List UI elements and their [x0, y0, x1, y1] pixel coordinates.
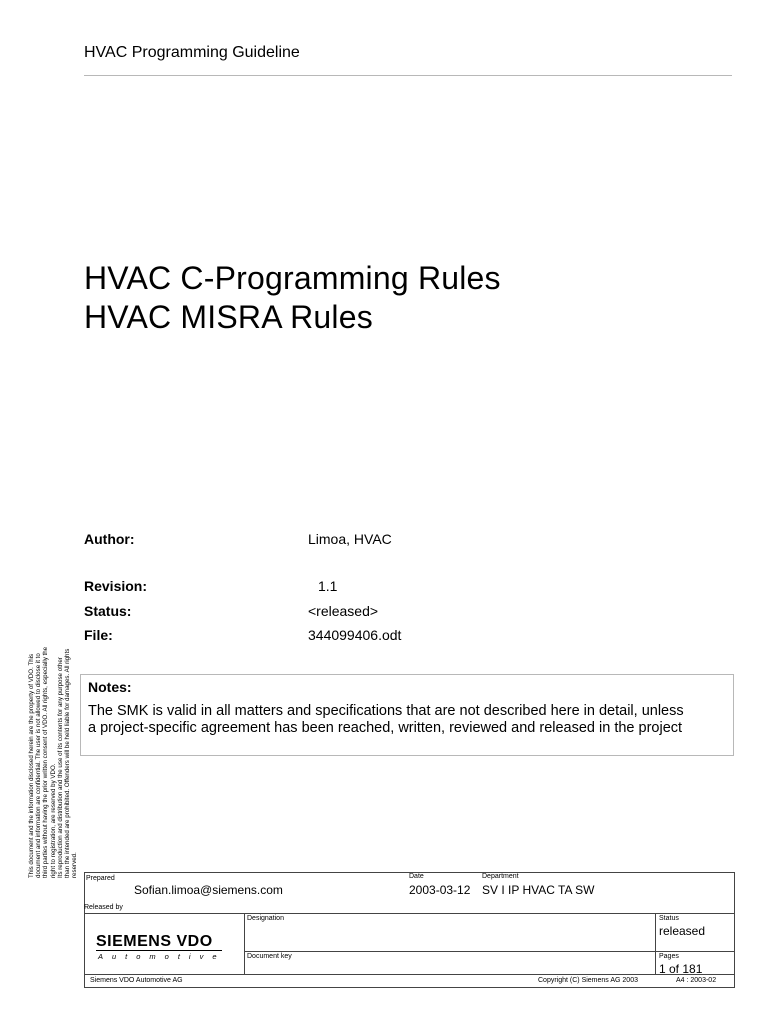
revision-value: 1.1: [318, 578, 338, 594]
notes-line-1: The SMK is valid in all matters and specifications that are not described here in detail, unless: [88, 703, 684, 719]
revision-label: Revision:: [84, 578, 148, 594]
pages-label: Pages: [659, 953, 679, 960]
notes-title: Notes:: [88, 679, 132, 695]
prepared-value: Sofian.limoa@siemens.com: [134, 883, 283, 897]
document-key-label: Document key: [247, 953, 292, 960]
header-rule: [84, 75, 732, 76]
header-title: HVAC Programming Guideline: [84, 44, 300, 61]
footer-vertical-divider-2: [655, 913, 656, 974]
confidentiality-notice: [28, 646, 140, 878]
pages-value: 1 of 181: [659, 962, 703, 976]
designation-label: Designation: [247, 915, 284, 922]
copyright-text: Copyright (C) Siemens AG 2003: [538, 977, 638, 984]
department-label: Department: [482, 873, 519, 880]
logo-subtitle: Automotive: [98, 952, 226, 961]
prepared-label: Prepared: [86, 875, 115, 882]
notes-line-2: a project-specific agreement has been reached, written, reviewed and released in the project: [88, 720, 683, 736]
footer-status-value: released: [659, 924, 706, 938]
status-value: <released>: [308, 603, 379, 619]
date-label: Date: [409, 873, 424, 880]
department-value: SV I IP HVAC TA SW: [482, 883, 595, 897]
document-title-line-1: HVAC C-Programming Rules: [84, 260, 501, 296]
logo-rule: [96, 950, 222, 951]
confidentiality-text-1: This document and the information disclosed herein are the property of VDO. This document and information are confidential. The user is not allowed to disclose it to third parties without having the prior written consent of VDO. All rights, especially the right to registration, are reserved by VDO.: [28, 646, 57, 878]
company-name: Siemens VDO Automotive AG: [90, 977, 183, 984]
footer-designation-divider: [244, 951, 735, 952]
released-by-label: Released by: [84, 904, 123, 911]
footer-row-divider: [84, 913, 735, 914]
status-label: Status:: [84, 603, 132, 619]
author-label: Author:: [84, 531, 135, 547]
siemens-vdo-logo: SIEMENS VDO: [96, 933, 213, 950]
footer-status-label: Status: [659, 915, 679, 922]
footer-bottom-divider: [84, 974, 735, 975]
footer-vertical-divider-1: [244, 913, 245, 974]
document-title-line-2: HVAC MISRA Rules: [84, 299, 373, 335]
file-value: 344099406.odt: [308, 627, 402, 643]
author-value: Limoa, HVAC: [308, 531, 392, 547]
date-value: 2003-03-12: [409, 883, 471, 897]
confidentiality-text-2: Its reproduction and distribution and the use of its contents for any purpose other than the intended are prohibited. Offenders will be held liable for damages. All rights reserved.: [56, 648, 79, 878]
format-code: A4 : 2003-02: [676, 977, 717, 984]
file-label: File:: [84, 627, 113, 643]
